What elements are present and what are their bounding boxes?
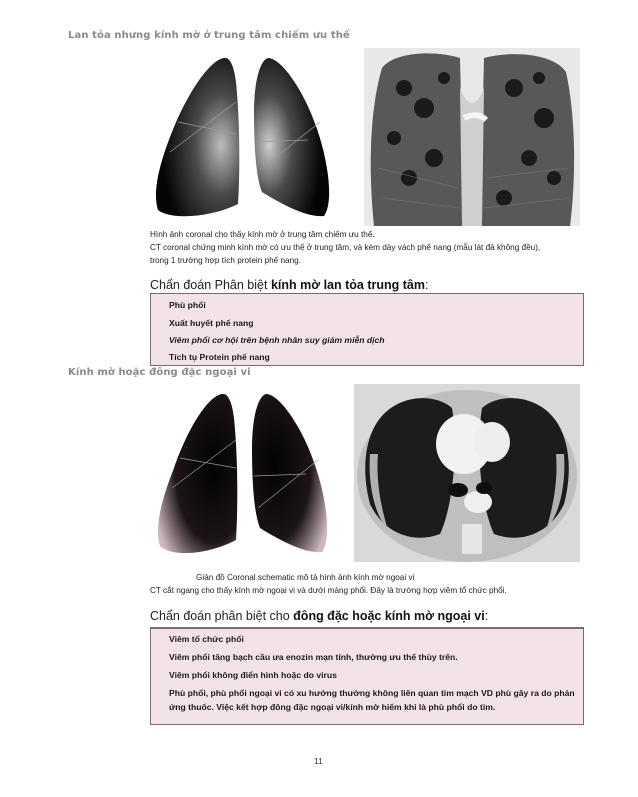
caption-peripheral-line-1: Giản đồ Coronal schematic mô tả hình ảnh kính mờ ngoại vi (196, 573, 415, 582)
ct-coronal-central (364, 48, 580, 226)
ddx-item: Viêm phổi tăng bạch cầu ưa enozin mạn tính, thường ưu thế thùy trên. (169, 652, 458, 662)
ddx-heading-peripheral: Chẩn đoán phân biệt cho đông đặc hoặc kính mờ ngoại vi: (150, 609, 489, 623)
ddx-heading-central: Chẩn đoán Phân biệt kính mờ lan tỏa trung tâm: (150, 278, 429, 292)
right-lung-shape (254, 58, 329, 216)
ddx-box-central (150, 293, 584, 366)
caption-central-line-3: trong 1 trường hợp tích protein phế nang. (150, 256, 301, 265)
ddx-item: Viêm tổ chức phổi (169, 634, 244, 644)
page-number: 11 (314, 756, 323, 766)
coronal-schematic-peripheral (150, 388, 340, 560)
section-title-peripheral: Kính mờ hoặc đông đặc ngoại vi (68, 367, 251, 378)
ddx-item: Phù phổi, phù phổi ngoại vi có xu hướng thường không liên quan tim mạch VD phù gây ra do phản (169, 688, 575, 698)
ddx-box-peripheral (150, 627, 584, 725)
section-title-central: Lan tỏa nhưng kính mờ ở trung tâm chiếm ưu thế (68, 30, 350, 41)
coronal-schematic-central (150, 52, 340, 222)
ddx-item: Xuất huyết phế nang (169, 318, 254, 328)
caption-central-line-2: CT coronal chứng minh kính mờ có ưu thế ở trung tâm, và kèm dày vách phế nang (mẫu lát đá không đều), (150, 243, 541, 252)
ddx-item: Viêm phổi không điển hình hoặc do virus (169, 670, 337, 680)
caption-central-line-1: Hình ảnh coronal cho thấy kính mờ ở trung tâm chiếm ưu thế. (150, 230, 375, 239)
ddx-item: Viêm phổi cơ hội trên bệnh nhân suy giảm miễn dịch (169, 335, 385, 345)
right-lung-shape (252, 394, 327, 552)
left-lung-shape (158, 394, 237, 553)
ct-axial-peripheral (354, 384, 580, 562)
caption-peripheral-line-2: CT cắt ngang cho thấy kính mờ ngoại vi và dưới màng phổi. Đây là trường hợp viêm tổ chức phổi. (150, 586, 507, 595)
ddx-item: Tích tụ Protein phế nang (169, 352, 270, 362)
left-lung-shape (156, 58, 239, 216)
ddx-item: Phù phổi (169, 300, 206, 310)
ddx-item: ứng thuốc. Việc kết hợp đông đặc ngoại vi/kính mờ hiếm khi là phù phổi do tim. (169, 702, 496, 712)
